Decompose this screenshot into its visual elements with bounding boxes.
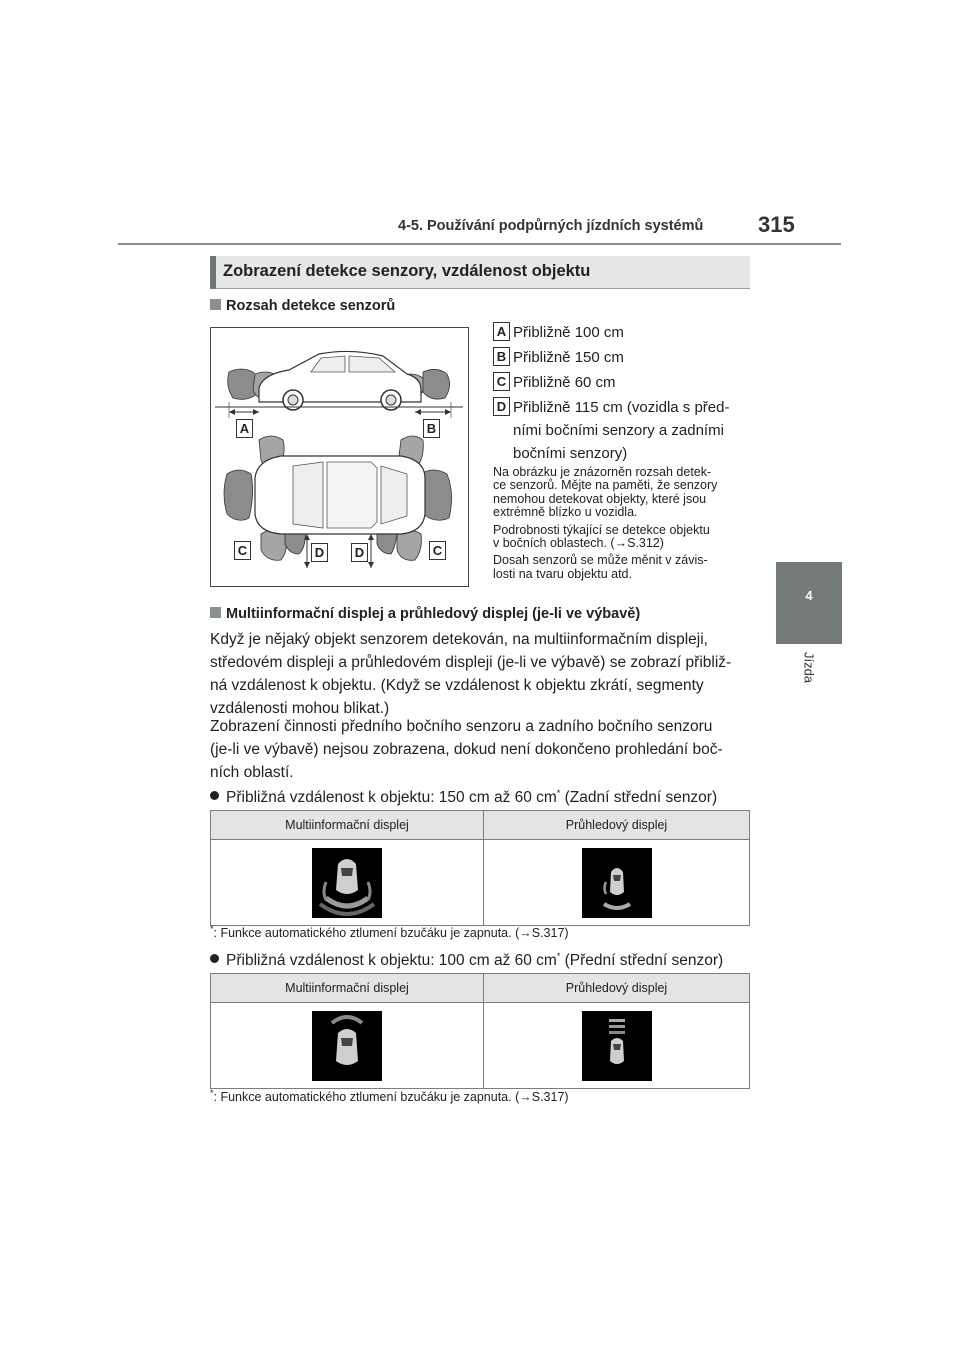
footnote-ref: * [556,788,561,798]
legend-text-d-line2: ními bočními senzory a zadními [513,422,724,439]
note-line: Dosah senzorů se může měnit v závis- [493,553,708,568]
bullet-text: Přibližná vzdálenost k objektu: 100 cm až 60 cm [226,952,557,970]
multi-info-display-image [312,1011,382,1081]
multi-info-display-image [312,848,382,918]
note-line: Na obrázku je znázorněn rozsah detek- [493,465,712,479]
sensor-range-diagram [210,327,469,587]
section-title-box [210,256,750,289]
legend-text-d-line3: bočními senzory) [513,445,628,462]
rear-sensor-table [210,810,750,926]
bullet-icon [210,791,219,800]
diagram-label-c-right: C [429,541,446,560]
legend-text-c: Přibližně 60 cm [513,374,616,391]
footnote-text: : Funkce automatického ztlumení bzučáku je zapnuta. (→S.317) [213,1090,569,1105]
chapter-label: Jízda [801,651,817,684]
paragraph-line: (je-li ve výbavě) nejsou zobrazena, dokud není dokončeno prohledání boč- [210,741,723,758]
legend-key-c: C [493,372,510,391]
note-line: v bočních oblastech. (→S.312) [493,536,664,551]
bullet-suffix: (Přední střední senzor) [560,952,724,970]
chapter-tab [776,562,842,644]
diagram-label-d-right: D [351,543,368,562]
legend-text-d: Přibližně 115 cm (vozidla s před- [513,399,730,416]
rear-multi-info-cell [211,840,484,926]
display-heading [210,606,640,622]
paragraph-line: ná vzdálenost k objektu. (Když se vzdálenost k objektu zkrátí, segmenty [210,677,704,694]
bullet-suffix: (Zadní střední senzor) [560,789,718,807]
legend-text-b: Přibližně 150 cm [513,349,624,366]
col-header-hud: Průhledový displej [484,811,750,840]
footnote-1 [210,924,569,940]
footnote-mark: * [210,1088,214,1098]
footnote-2 [210,1088,569,1104]
col-header-multi-info: Multiinformační displej [211,811,484,840]
front-sensor-table [210,973,750,1089]
display-heading-text: Multiinformační displej a průhledový displej (je-li ve výbavě) [226,606,641,622]
note-line: nemohou detekovat objekty, které jsou [493,491,707,506]
display-paragraph-2 [210,715,770,784]
front-multi-info-cell [211,1003,484,1089]
bullet-front-sensor [210,945,723,972]
legend-key-b: B [493,347,510,366]
range-heading [210,298,395,314]
note-line: Podrobnosti týkající se detekce objektu [493,522,710,537]
legend-text-a: Přibližně 100 cm [513,324,624,341]
page-number: 315 [758,212,795,237]
footnote-text: : Funkce automatického ztlumení bzučáku je zapnuta. (→S.317) [213,926,569,941]
section-title-accent [210,256,216,289]
note-line: losti na tvaru objektu atd. [493,566,632,581]
legend-key-d: D [493,397,510,416]
section-title: Zobrazení detekce senzory, vzdálenost objektu [223,262,591,280]
footnote-ref: * [556,951,561,961]
front-hud-cell [484,1003,750,1089]
note-line: ce senzorů. Mějte na paměti, že senzory [493,478,718,493]
rear-hud-cell [484,840,750,926]
footnote-mark: * [210,924,214,934]
header-divider [118,243,841,245]
diagram-label-b: B [423,419,440,438]
col-header-hud: Průhledový displej [484,974,750,1003]
hud-display-image [582,848,652,918]
paragraph-line: středovém displeji a průhledovém displeji (je-li ve výbavě) se zobrazí přibliž- [210,654,732,671]
square-bullet-icon [210,299,221,310]
paragraph-line: vzdálenosti mohou blikat.) [210,700,390,717]
square-bullet-icon [210,607,221,618]
legend-key-a: A [493,322,510,341]
bullet-rear-sensor [210,782,717,809]
diagram-label-d-left: D [311,543,328,562]
chapter-number: 4 [805,588,813,603]
display-paragraph-1 [210,628,770,720]
header-section-title: 4-5. Používání podpůrných jízdních systémů [398,218,704,234]
range-legend [493,321,763,471]
bullet-icon [210,954,219,963]
bullet-text: Přibližná vzdálenost k objektu: 150 cm až 60 cm [226,789,557,807]
paragraph-line: ních oblastí. [210,764,294,781]
diagram-label-a: A [236,419,253,438]
note-line: extrémně blízko u vozidla. [493,505,638,520]
paragraph-line: Když je nějaký objekt senzorem detekován, na multiinformačním displeji, [210,631,708,648]
range-heading-text: Rozsah detekce senzorů [226,298,396,314]
hud-display-image [582,1011,652,1081]
range-notes [493,466,763,581]
col-header-multi-info: Multiinformační displej [211,974,484,1003]
chapter-label-box [799,638,819,698]
paragraph-line: Zobrazení činnosti předního bočního senzoru a zadního bočního senzoru [210,718,713,735]
diagram-label-c-left: C [234,541,251,560]
